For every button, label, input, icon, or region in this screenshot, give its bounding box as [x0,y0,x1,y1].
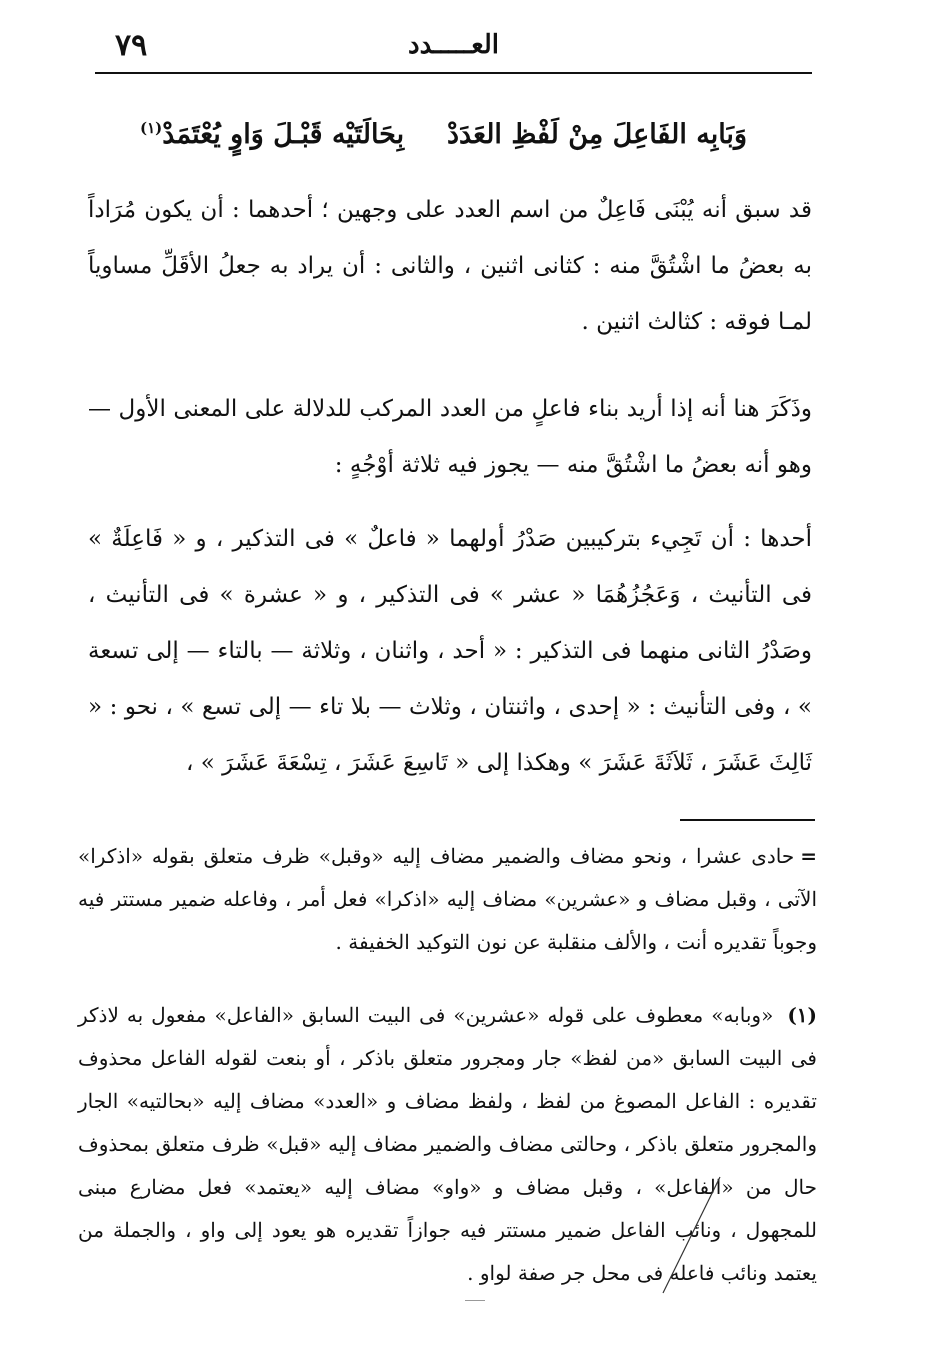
footnote-separator [680,819,815,821]
verse-hemistich-left: بِحَالَتَيْه قَبْـلَ وَاوٍ يُعْتَمَدْ$^{(١)}$ [140,118,405,150]
header-rule [95,72,812,74]
paragraph-2: وذَكَرَ هنا أنه إذا أريد بناء فاعلٍ من العدد المركب للدلالة على المعنى الأول — وهو أنه بعضُ ما اشْتُقَّ منه — يجوز فيه ثلاثة أوْجُهٍ : [88,396,812,478]
footnote-number: (١) [787,1003,818,1027]
pencil-stroke-mark [655,1175,725,1295]
page-header [95,28,812,68]
continuation-mark: = [800,844,817,868]
paragraph-1: قد سبق أنه يُبْنَى فَاعِلٌ من اسم العدد على وجهين ؛ أحدهما : أن يكون مُرَاداً به بعضُ ما اشْتُقَّ منه : كثانى اثنين ، والثانى : أن يراد به جعلُ الأقَلِّ مساوياً لمـا فوقه : كثالث اثنين . [88,197,812,335]
paragraph-3: أحدها : أن تَجِيء بتركيبين صَدْرُ أولهما « فاعلٌ » فى التذكير ، و « فَاعِلَةٌ » فى التأنيث ، وَعَجُزُهُمَا « عشر » فى التذكير ، و « عشرة » فى التأنيث ، وصَدْرُ الثانى منهما فى التذكير : « أحد ، واثنان ، وثلاثة — بالتاء — إلى تسعة » ، وفى التأنيث : « إحدى ، واثنتان ، وثلاث — بلا تاء — إلى تسع » ، نحو : « ثَالِثَ عَشَرَ ، ثَلاَثَةَ عَشَرَ » وهكذا إلى « تَاسِعَ عَشَرَ ، تِسْعَةَ عَشَرَ » ، [88,526,812,776]
verse-hemistich-right: وَبَابِه الفَاعِلَ مِنْ لَفْظِ العَدَدْ [446,118,747,150]
running-title: العـــــدد [408,30,499,60]
bottom-mark [465,1300,485,1301]
footnote-continuation: =حادى عشرا ، ونحو مضاف والضمير مضاف إليه «وقبل» ظرف متعلق بقوله «اذكرا» الآتى ، وقبل مضاف و «عشرين» مضاف إليه «اذكرا» فعل أمر ، وفاعله ضمير مستتر فيه وجوباً تقديره أنت ، والألف منقلبة عن نون التوكيد الخفيفة . [78,844,817,954]
footnote-reference: (١) [140,118,163,137]
poem-verse [140,104,747,164]
page-number: ٧٩ [115,28,148,63]
footnote-1: (١) «وبابه» معطوف على قوله «عشرين» فى البيت السابق «الفاعل» مفعول به لاذكر فى البيت السابق «من لفظ» جار ومجرور متعلق باذكر ، أو بنعت لقوله الفاعل محذوف تقديره : الفاعل المصوغ من لفظ ، ولفظ مضاف و «العدد» مضاف إليه «بحالتيه» الجار والمجرور متعلق باذكر ، وحالتى مضاف والضمير مضاف إليه «قبل» ظرف متعلق بمحذوف حال من «الفاعل» ، وقبل مضاف و «واو» مضاف إليه «يعتمد» فعل مضارع مبنى للمجهول ، ونائب الفاعل ضمير مستتر فيه جوازاً تقديره هو يعود إلى واو ، والجملة من يعتمد ونائب فاعله فى محل جر صفة لواو . [78,1003,818,1285]
